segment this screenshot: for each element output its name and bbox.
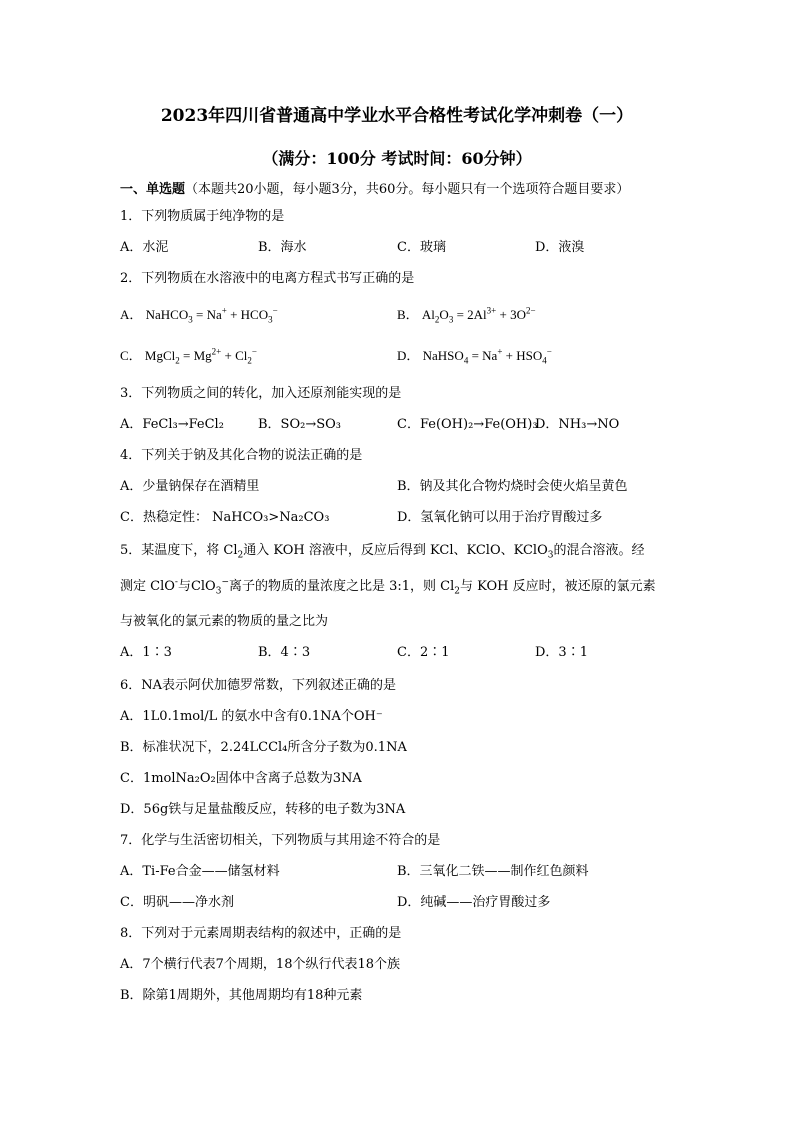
question-6-option-d: D．56g铁与足量盐酸反应，转移的电子数为3NA: [120, 802, 406, 817]
question-8-stem: 8．下列对于元素周期表结构的叙述中，正确的是: [120, 926, 402, 941]
question-5-stem-line-2: 测定 ClO-与ClO$_3$−离子的物质的量浓度之比是 3:1，则 $Cl_2$与 KOH 反应时，被还原的氯元素: [120, 577, 656, 597]
section-note: （本题共20小题，每小题3分，共60分。每小题只有一个选项符合题目要求）: [185, 182, 630, 197]
question-6-option-c: C．1molNa₂O₂固体中含离子总数为3NA: [120, 771, 362, 786]
question-2-option-b: B． $Al_2O_3 = 2Al^{3+} + 3O^{2-}$: [397, 305, 536, 325]
question-7-stem: 7．化学与生活密切相关，下列物质与其用途不符合的是: [120, 833, 441, 848]
question-1-option-b: B．海水: [258, 240, 307, 255]
question-4-option-a: A．少量钠保存在酒精里: [120, 479, 260, 494]
question-6-option-a: A．1L0.1mol/L 的氨水中含有0.1NA个OH⁻: [120, 709, 383, 724]
question-2-option-d: D． NaHSO$_4$ = $Na^+ + HSO_4^-$: [397, 346, 552, 366]
question-7-option-d: D．纯碱——治疗胃酸过多: [397, 895, 551, 910]
exam-title: 2023年四川省普通高中学业水平合格性考试化学冲刺卷（一）: [160, 106, 634, 126]
question-1-stem: 1．下列物质属于纯净物的是: [120, 209, 285, 224]
question-3-option-d: D．NH₃→NO: [535, 417, 620, 432]
question-5-stem-line-1: 5．某温度下，将 $Cl_2$通入 KOH 溶液中，反应后得到 KCl、KClO、KClO$_3$的混合溶液。经: [120, 543, 645, 561]
question-7-option-b: B．三氧化二铁——制作红色颜料: [397, 864, 589, 879]
question-3-option-b: B．SO₂→SO₃: [258, 417, 341, 432]
question-8-option-a: A．7个横行代表7个周期，18个纵行代表18个族: [120, 957, 401, 972]
question-2-stem: 2．下列物质在水溶液中的电离方程式书写正确的是: [120, 271, 415, 286]
question-6-option-b: B．标准状况下，2.24LCCl₄所含分子数为0.1NA: [120, 740, 407, 755]
question-4-option-c: C．热稳定性： NaHCO₃>Na₂CO₃: [120, 510, 330, 525]
question-6-stem: 6．NA表示阿伏加德罗常数，下列叙述正确的是: [120, 678, 397, 693]
question-5-option-c: C．2∶1: [397, 645, 450, 660]
question-7-option-c: C．明矾——净水剂: [120, 895, 234, 910]
question-3-option-c: C．Fe(OH)₂→Fe(OH)₃: [397, 417, 538, 432]
question-5-stem-line-3: 与被氧化的氯元素的物质的量之比为: [120, 614, 329, 629]
question-8-option-b: B．除第1周期外，其他周期均有18种元素: [120, 988, 363, 1003]
question-5-option-d: D．3∶1: [535, 645, 588, 660]
question-2-option-c: C． MgCl$_2$ = $Mg^{2+} + Cl_2^-$: [120, 346, 257, 366]
section-header: [120, 180, 629, 200]
section-heading: 一、单选题: [120, 182, 186, 197]
question-5-option-b: B．4∶3: [258, 645, 311, 660]
question-4-option-b: B．钠及其化合物灼烧时会使火焰呈黄色: [397, 479, 628, 494]
question-4-option-d: D．氢氧化钠可以用于治疗胃酸过多: [397, 510, 603, 525]
question-3-option-a: A．FeCl₃→FeCl₂: [120, 417, 224, 432]
question-1-option-d: D．液溴: [535, 240, 585, 255]
question-1-option-c: C．玻璃: [397, 240, 446, 255]
question-3-stem: 3．下列物质之间的转化，加入还原剂能实现的是: [120, 386, 402, 401]
question-2-option-a: A． NaHCO$_3$ = $Na^+ + HCO_3^-$: [120, 305, 278, 325]
question-7-option-a: A．Ti-Fe合金——储氢材料: [120, 864, 280, 879]
exam-subtitle: （满分：100分 考试时间：60分钟）: [262, 149, 532, 168]
question-1-option-a: A．水泥: [120, 240, 169, 255]
question-5-option-a: A．1∶3: [120, 645, 172, 660]
question-4-stem: 4．下列关于钠及其化合物的说法正确的是: [120, 448, 363, 463]
